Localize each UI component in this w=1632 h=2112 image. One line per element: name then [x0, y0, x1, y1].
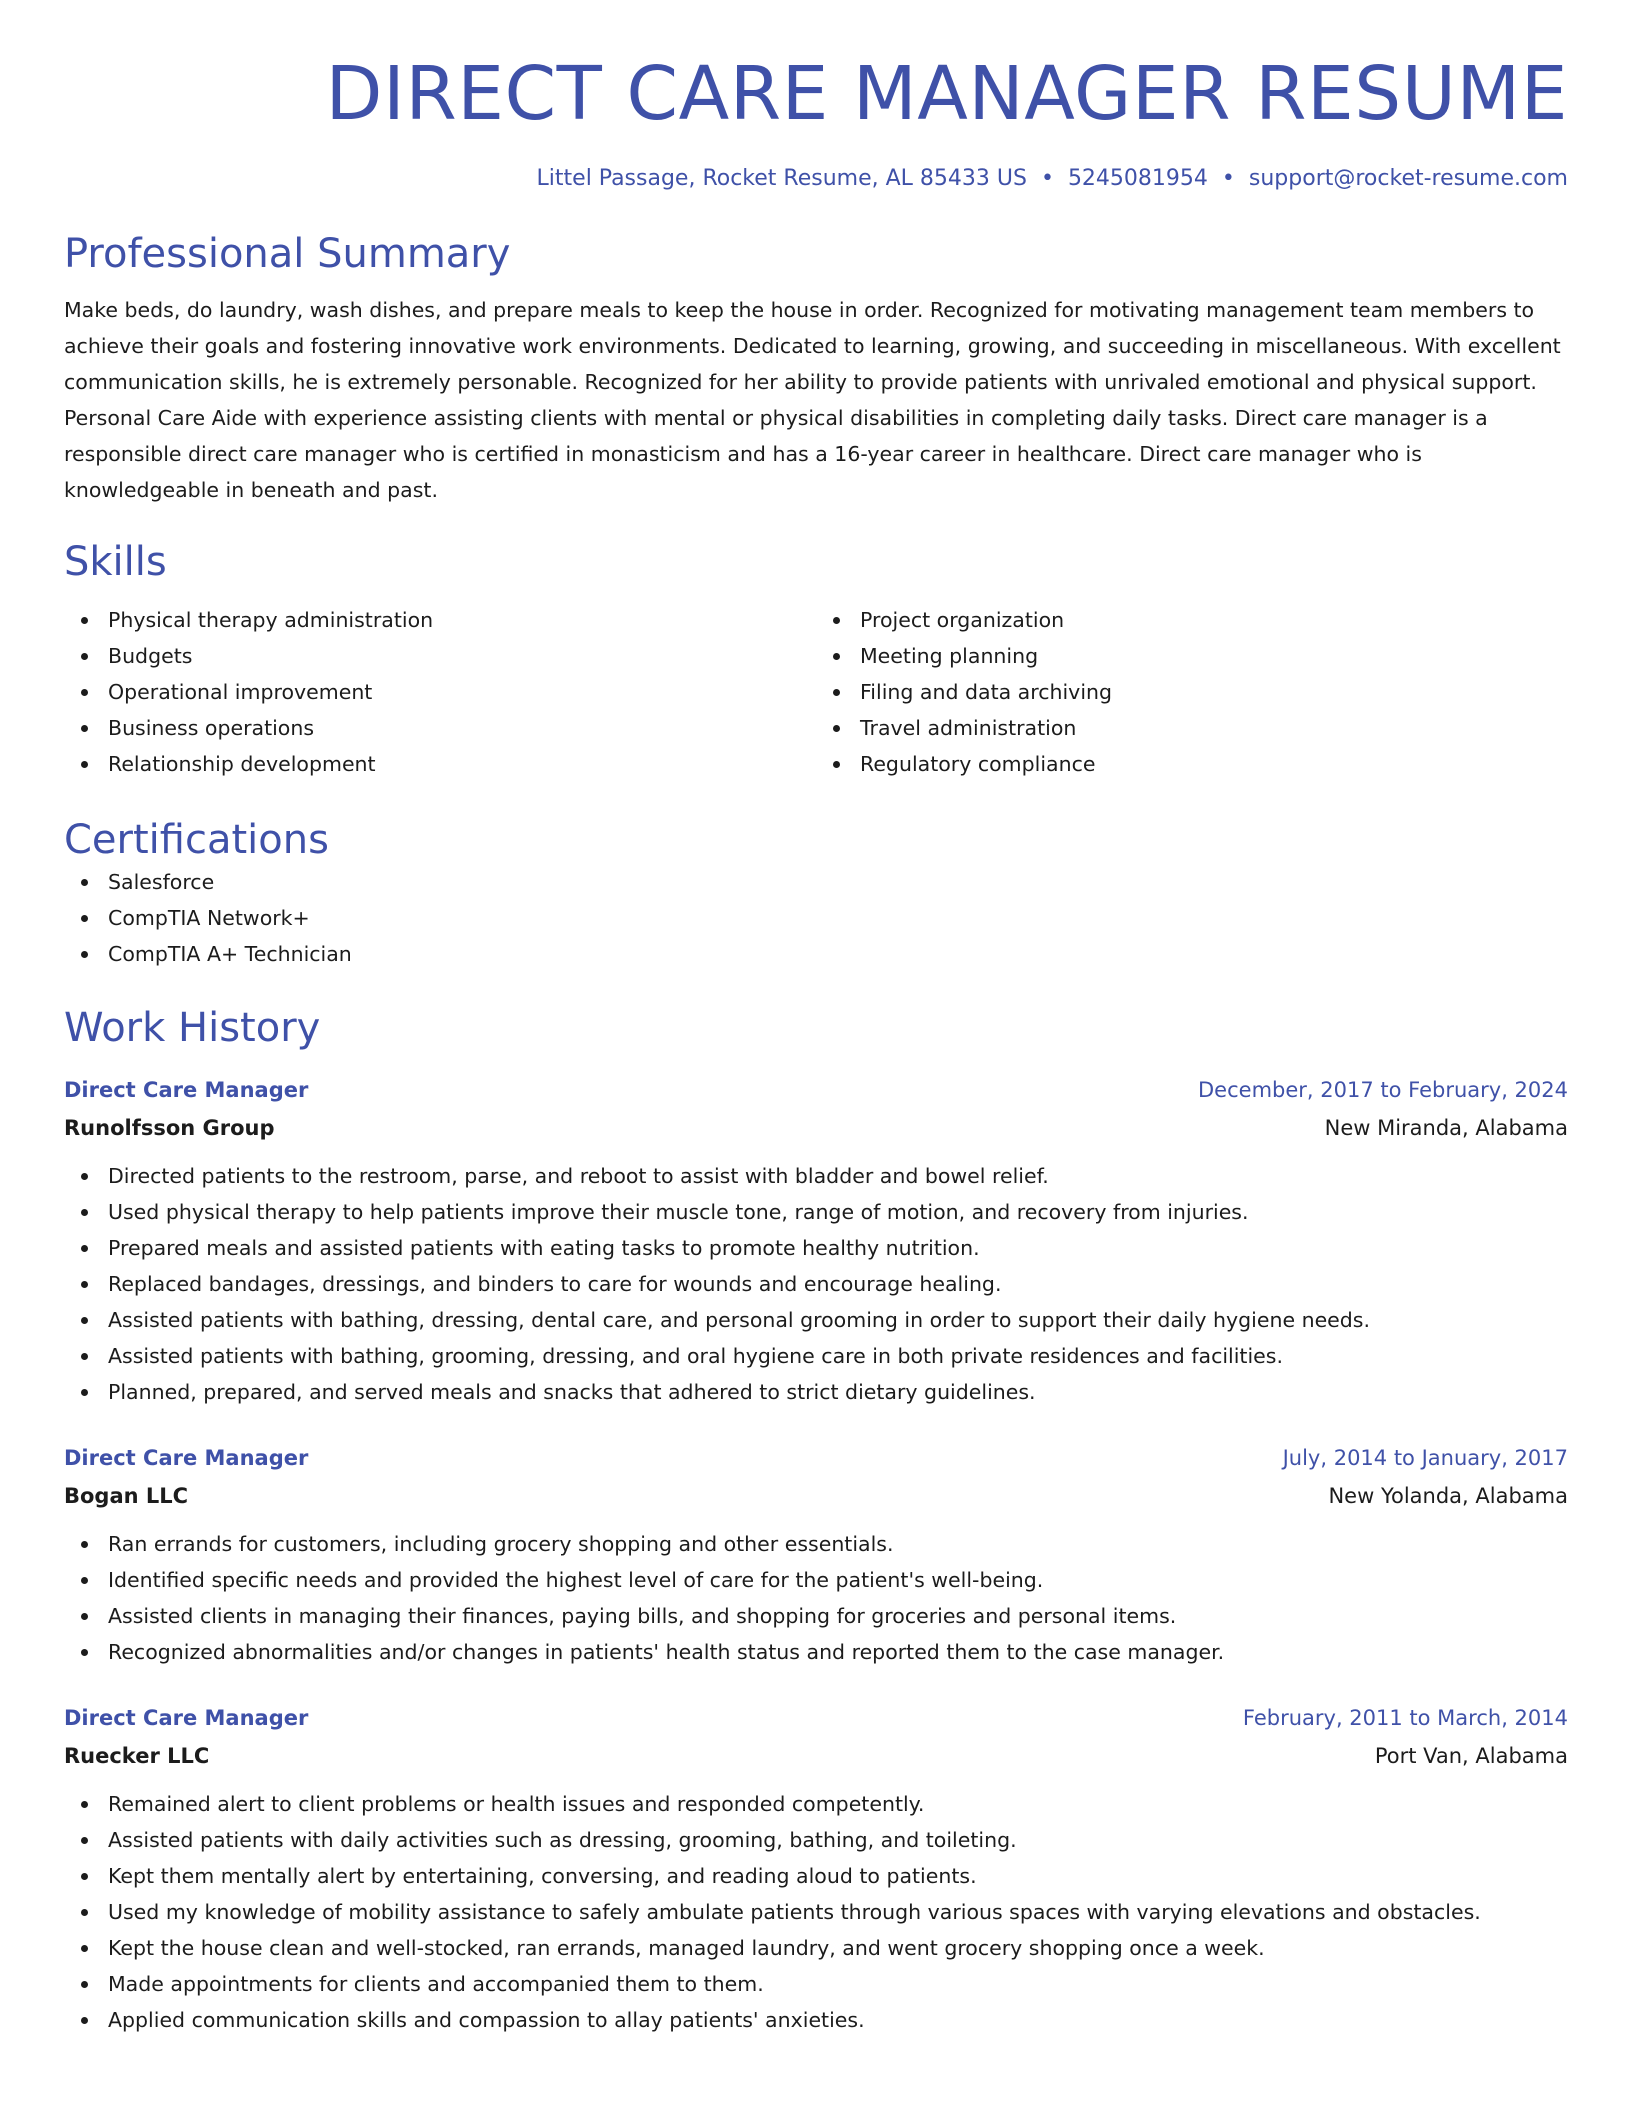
certification-item: CompTIA Network+	[108, 900, 1568, 936]
job-duties-list	[64, 1526, 1568, 1670]
job-company-row	[64, 1476, 1568, 1516]
skill-item: Physical therapy administration	[108, 602, 816, 638]
job-duty: Assisted patients with bathing, dressing, dental care, and personal grooming in order to support their daily hygiene needs.	[108, 1302, 1568, 1338]
job-duty: Directed patients to the restroom, parse, and reboot to assist with bladder and bowel relief.	[108, 1158, 1568, 1194]
job-duty: Ran errands for customers, including grocery shopping and other essentials.	[108, 1526, 1568, 1562]
job-header-row	[64, 1700, 1568, 1736]
job-location: New Yolanda, Alabama	[1328, 1483, 1568, 1508]
job-duties-list	[64, 1158, 1568, 1410]
skill-item: Relationship development	[108, 746, 816, 782]
skills-heading: Skills	[64, 538, 167, 585]
skills-list-right	[816, 602, 1568, 782]
job-title: Direct Care Manager	[64, 1077, 309, 1102]
work-history-heading: Work History	[64, 1004, 321, 1051]
job-duty: Recognized abnormalities and/or changes in patients' health status and reported them to the case manager.	[108, 1634, 1568, 1670]
job-duty: Remained alert to client problems or health issues and responded competently.	[108, 1786, 1568, 1822]
skill-item: Budgets	[108, 638, 816, 674]
contact-separator: •	[1040, 166, 1054, 192]
certification-item: CompTIA A+ Technician	[108, 936, 1568, 972]
contact-phone: 5245081954	[1067, 166, 1208, 192]
job-duty: Assisted clients in managing their finances, paying bills, and shopping for groceries and personal items.	[108, 1598, 1568, 1634]
job-duty: Planned, prepared, and served meals and snacks that adhered to strict dietary guidelines.	[108, 1374, 1568, 1410]
job-company-row	[64, 1108, 1568, 1148]
summary-heading: Professional Summary	[64, 230, 511, 277]
job-company-row	[64, 1736, 1568, 1776]
job-dates: July, 2014 to January, 2017	[1282, 1445, 1568, 1470]
contact-separator: •	[1221, 166, 1235, 192]
job-duty: Used my knowledge of mobility assistance to safely ambulate patients through various spaces with varying elevations and obstacles.	[108, 1894, 1568, 1930]
skills-list-left	[64, 602, 816, 782]
job-location: New Miranda, Alabama	[1324, 1115, 1568, 1140]
job-entry	[64, 1072, 1568, 1410]
job-duty: Assisted patients with bathing, grooming, dressing, and oral hygiene care in both private residences and facilities.	[108, 1338, 1568, 1374]
job-duty: Kept the house clean and well-stocked, ran errands, managed laundry, and went grocery shopping once a week.	[108, 1930, 1568, 1966]
skill-item: Travel administration	[860, 710, 1568, 746]
job-duty: Prepared meals and assisted patients with eating tasks to promote healthy nutrition.	[108, 1230, 1568, 1266]
page-title: DIRECT CARE MANAGER RESUME	[325, 51, 1568, 137]
skill-item: Operational improvement	[108, 674, 816, 710]
contact-line	[64, 165, 1568, 194]
skill-item: Regulatory compliance	[860, 746, 1568, 782]
job-dates: February, 2011 to March, 2014	[1242, 1705, 1568, 1730]
job-duty: Made appointments for clients and accompanied them to them.	[108, 1966, 1568, 2002]
job-title: Direct Care Manager	[64, 1445, 309, 1470]
job-entry	[64, 1700, 1568, 2038]
job-duty: Applied communication skills and compassion to allay patients' anxieties.	[108, 2002, 1568, 2038]
job-title: Direct Care Manager	[64, 1705, 309, 1730]
contact-email: support@rocket-resume.com	[1248, 166, 1568, 192]
skill-item: Filing and data archiving	[860, 674, 1568, 710]
job-duty: Kept them mentally alert by entertaining, conversing, and reading aloud to patients.	[108, 1858, 1568, 1894]
skill-item: Project organization	[860, 602, 1568, 638]
job-header-row	[64, 1440, 1568, 1476]
certifications-heading: Certifications	[64, 816, 329, 863]
job-dates: December, 2017 to February, 2024	[1198, 1077, 1568, 1102]
job-entry	[64, 1440, 1568, 1670]
job-company: Runolfsson Group	[64, 1115, 275, 1140]
job-duties-list	[64, 1786, 1568, 2038]
contact-address: Littel Passage, Rocket Resume, AL 85433 US	[536, 166, 1027, 192]
job-duty: Identified specific needs and provided the highest level of care for the patient's well-being.	[108, 1562, 1568, 1598]
skill-item: Business operations	[108, 710, 816, 746]
certification-item: Salesforce	[108, 864, 1568, 900]
skills-columns	[64, 602, 1568, 782]
job-duty: Assisted patients with daily activities such as dressing, grooming, bathing, and toileting.	[108, 1822, 1568, 1858]
job-location: Port Van, Alabama	[1374, 1743, 1568, 1768]
job-duty: Replaced bandages, dressings, and binders to care for wounds and encourage healing.	[108, 1266, 1568, 1302]
job-company: Bogan LLC	[64, 1483, 189, 1508]
summary-text: Make beds, do laundry, wash dishes, and prepare meals to keep the house in order. Recognized for motivating management team members to achieve their goals and fostering innovative work environments. Dedicated to learning, growing, and succeeding in miscellaneous. With excellent communication skills, he is extremely personable. Recognized for her ability to provide patients with unrivaled emotional and physical support. Personal Care Aide with experience assisting clients with mental or physical disabilities in completing daily tasks. Direct care manager is a responsible direct care manager who is certified in monasticism and has a 16-year career in healthcare. Direct care manager who is knowledgeable in beneath and past.	[64, 297, 1561, 502]
job-duty: Used physical therapy to help patients improve their muscle tone, range of motion, and recovery from injuries.	[108, 1194, 1568, 1230]
job-company: Ruecker LLC	[64, 1743, 210, 1768]
skill-item: Meeting planning	[860, 638, 1568, 674]
certifications-list	[64, 864, 1568, 972]
job-header-row	[64, 1072, 1568, 1108]
